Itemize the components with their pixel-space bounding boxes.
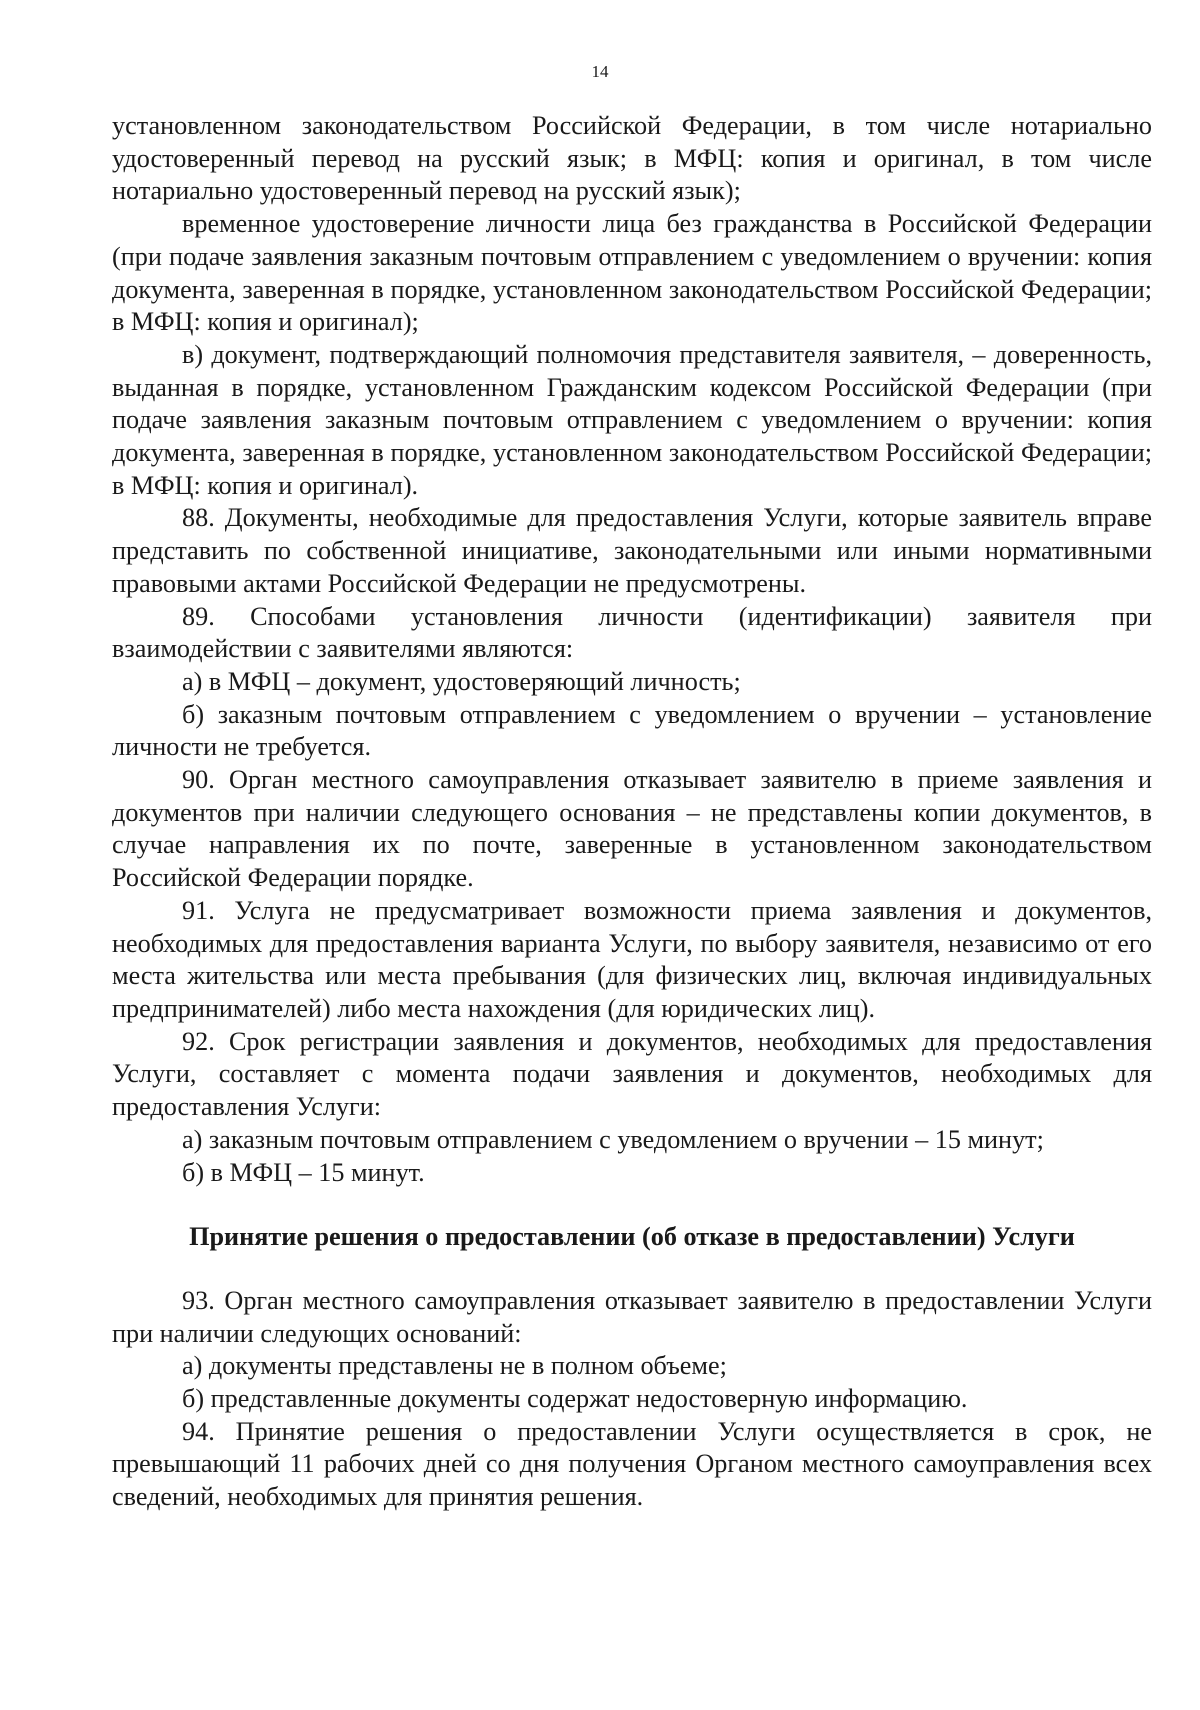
paragraph: б) заказным почтовым отправлением с уведомлением о вручении – установление личности не требуется.: [112, 699, 1152, 762]
paragraph: а) документы представлены не в полном объеме;: [182, 1351, 727, 1381]
document-body: [112, 110, 1152, 1514]
paragraph: 90. Орган местного самоуправления отказывает заявителю в приеме заявления и документов при наличии следующего основания – не представлены копии документов, в случае направления их по почте, заверенные в установленном законодательством Российской Федерации порядке.: [112, 765, 1152, 893]
paragraph: 88. Документы, необходимые для предоставления Услуги, которые заявитель вправе представить по собственной инициативе, законодательными или иными нормативными правовыми актами Российской Федерации не предусмотрены.: [112, 503, 1152, 598]
paragraph: 94. Принятие решения о предоставлении Услуги осуществляется в срок, не превышающий 11 рабочих дней со дня получения Органом местного самоуправления всех сведений, необходимых для принятия решения.: [112, 1416, 1152, 1512]
paragraph: б) представленные документы содержат недостоверную информацию.: [182, 1384, 968, 1414]
paragraph: 89. Способами установления личности (идентификации) заявителя при взаимодействии с заявителями являются:: [112, 601, 1152, 664]
paragraph: временное удостоверение личности лица без гражданства в Российской Федерации (при подаче заявления заказным почтовым отправлением с уведомлением о вручении: копия документа, заверенная в порядке, установленном законодательством Российской Федерации; в МФЦ: копия и оригинал);: [112, 209, 1152, 337]
paragraph: 91. Услуга не предусматривает возможности приема заявления и документов, необходимых для предоставления варианта Услуги, по выбору заявителя, независимо от его места жительства или места пребывания (для физических лиц, включая индивидуальных предпринимателей) либо места нахождения (для юридических лиц).: [112, 895, 1152, 1023]
section-heading: Принятие решения о предоставлении (об отказе в предоставлении) Услуги: [189, 1222, 1075, 1252]
page-number: 14: [591, 62, 609, 81]
paragraph: 93. Орган местного самоуправления отказывает заявителю в предоставлении Услуги при наличии следующих оснований:: [112, 1285, 1152, 1348]
paragraph: 92. Срок регистрации заявления и документов, необходимых для предоставления Услуги, составляет с момента подачи заявления и документов, необходимых для предоставления Услуги:: [112, 1026, 1152, 1122]
paragraph: а) в МФЦ – документ, удостоверяющий личность;: [182, 666, 741, 696]
paragraph: а) заказным почтовым отправлением с уведомлением о вручении – 15 минут;: [182, 1124, 1044, 1154]
paragraph: установленном законодательством Российской Федерации, в том числе нотариально удостоверенный перевод на русский язык; в МФЦ: копия и оригинал, в том числе нотариально удостоверенный перевод на русский язык);: [112, 111, 1152, 206]
paragraph: в) документ, подтверждающий полномочия представителя заявителя, – доверенность, выданная в порядке, установленном Гражданским кодексом Российской Федерации (при подаче заявления заказным почтовым отправлением с уведомлением о вручении: копия документа, заверенная в порядке, установленном законодательством Российской Федерации; в МФЦ: копия и оригинал).: [112, 339, 1152, 500]
paragraph: б) в МФЦ – 15 минут.: [182, 1157, 425, 1187]
